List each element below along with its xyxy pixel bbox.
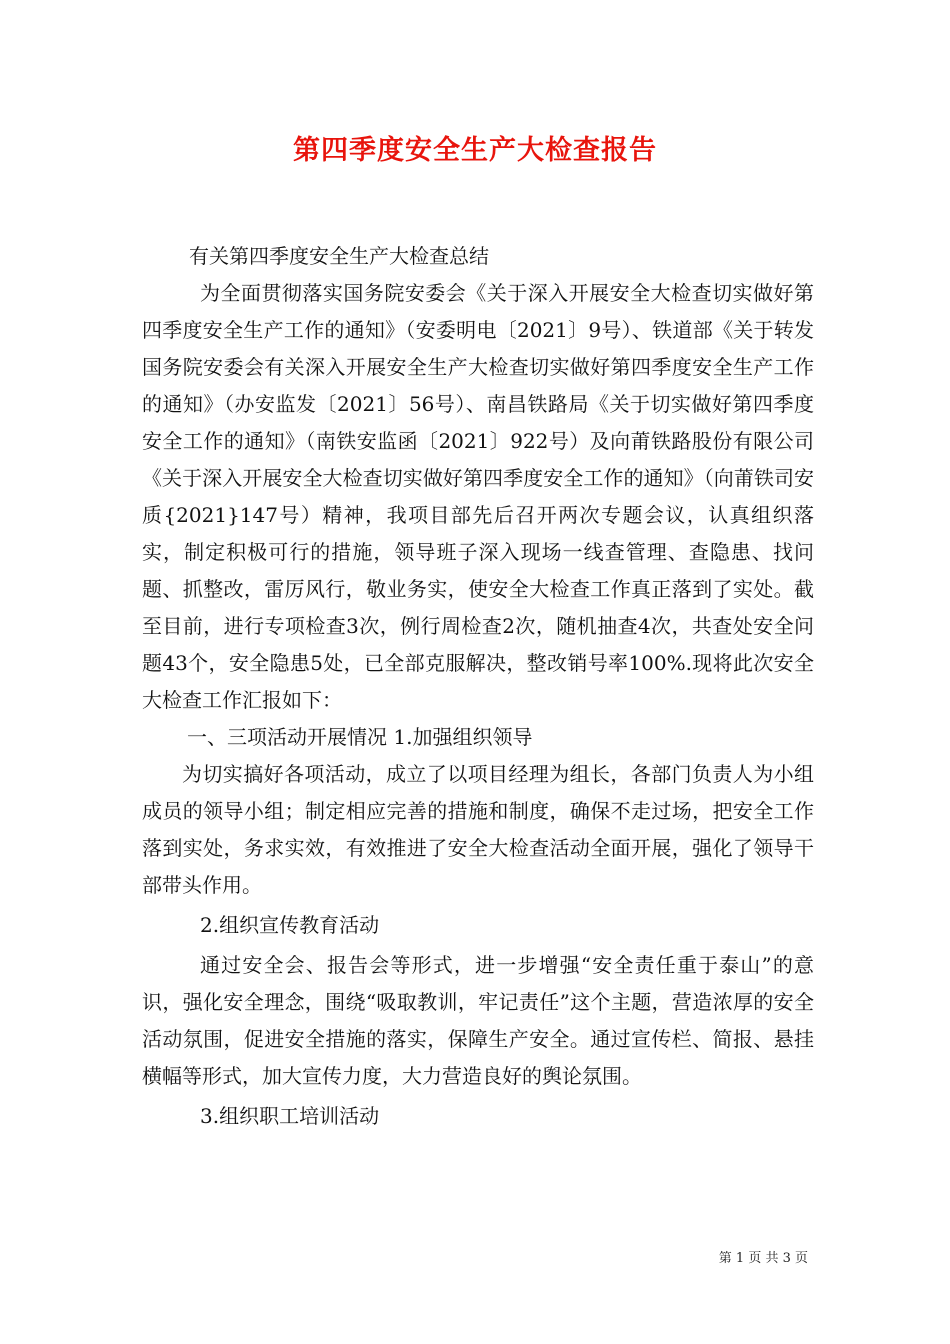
- document-body: [142, 238, 814, 1135]
- paragraph-intro: 为全面贯彻落实国务院安委会《关于深入开展安全大检查切实做好第四季度安全生产工作的通知》（安委明电〔2021〕9号）、铁道部《关于转发国务院安委会有关深入开展安全生产大检查切实做好第四季度安全生产工作的通知》（办安监发〔2021〕56号）、南昌铁路局《关于切实做好第四季度安全工作的通知》（南铁安监函〔2021〕922号）及向莆铁路股份有限公司《关于深入开展安全大检查切实做好第四季度安全工作的通知》（向莆铁司安质{2021}147号）精神，我项目部先后召开两次专题会议，认真组织落实，制定积极可行的措施，领导班子深入现场一线查管理、查隐患、找问题、抓整改，雷厉风行，敬业务实，使安全大检查工作真正落到了实处。截至目前，进行专项检查3次，例行周检查2次，随机抽查4次，共查处安全问题43个，安全隐患5处，已全部克服解决，整改销号率100%.现将此次安全大检查工作汇报如下：: [142, 281, 814, 712]
- section-heading-3: 3.组织职工培训活动: [200, 1104, 380, 1128]
- section-heading-2: 2.组织宣传教育活动: [200, 913, 380, 937]
- section-heading-1: 一、三项活动开展情况 1.加强组织领导: [187, 725, 533, 749]
- paragraph-organization: 为切实搞好各项活动，成立了以项目经理为组长，各部门负责人为小组成员的领导小组；制定相应完善的措施和制度，确保不走过场，把安全工作落到实处，务求实效，有效推进了安全大检查活动全面开展，强化了领导干部带头作用。: [142, 762, 814, 897]
- page-indicator: 第 1 页 共 3 页: [718, 1251, 808, 1266]
- page-title: 第四季度安全生产大检查报告: [293, 135, 657, 166]
- subtitle: 有关第四季度安全生产大检查总结: [189, 244, 489, 268]
- paragraph-publicity: 通过安全会、报告会等形式，进一步增强“安全责任重于泰山”的意识，强化安全理念，围绕“吸取教训，牢记责任”这个主题，营造浓厚的安全活动氛围，促进安全措施的落实，保障生产安全。通过宣传栏、简报、悬挂横幅等形式，加大宣传力度，大力营造良好的舆论氛围。: [142, 953, 814, 1088]
